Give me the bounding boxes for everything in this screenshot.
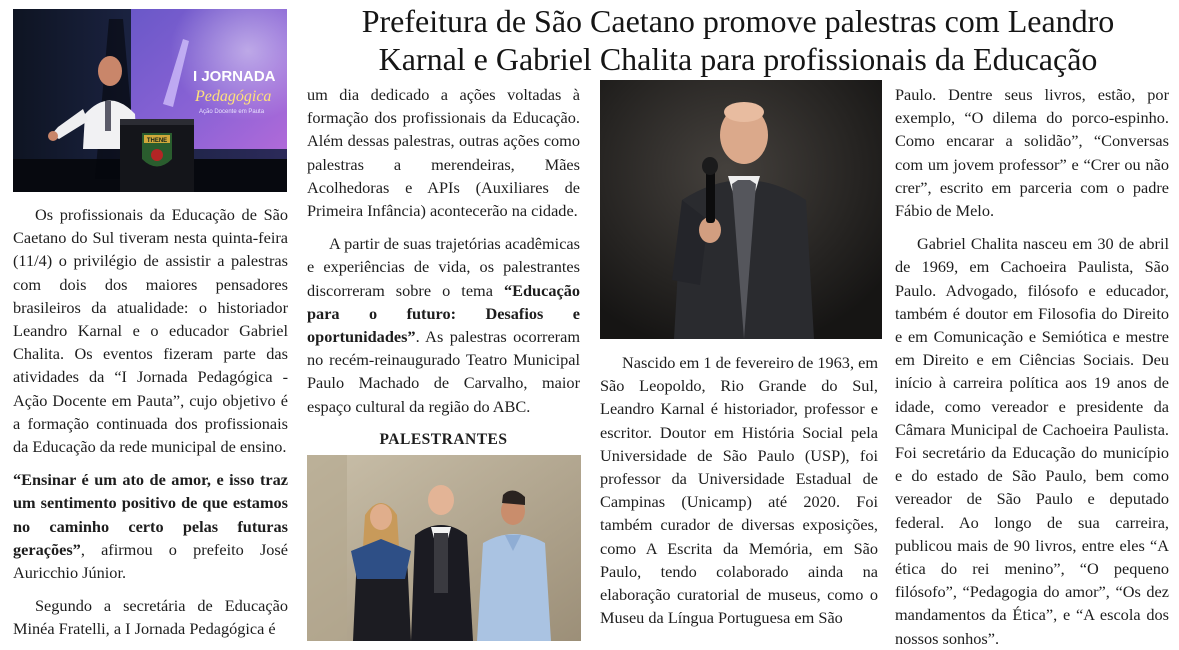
photo-speaker-microphone — [600, 80, 882, 339]
paragraph-secretary: Segundo a secretária de Educação Minéa Fratelli, a I Jornada Pedagógica é — [13, 596, 288, 639]
paragraph-mayor-quote — [13, 468, 288, 584]
mayor-quote: “Ensinar é um ato de amor, e isso traz um sentimento positivo de que estamos no caminho certo pelas futuras gerações” — [13, 470, 288, 559]
photo-speaker-podium — [13, 9, 287, 192]
paragraph-day-description: um dia dedicado a ações voltadas à formação dos profissionais da Educação. Além dessas palestras, outras ações como palestras a merendeiras, Mães Acolhedoras e APIs (Auxiliares de Primeira Infância) acontecerão na cidade. — [307, 85, 580, 221]
headline-line-2: Karnal e Gabriel Chalita para profissionais da Educação — [378, 41, 1098, 77]
paragraph-theme — [307, 232, 580, 418]
theme-title: “Educação para o futuro: Desafios e oportunidades” — [307, 280, 580, 347]
section-subhead: PALESTRANTES — [379, 431, 508, 448]
article-column-3 — [600, 351, 878, 629]
screen-subtitle: Ação Docente em Pauta — [199, 109, 265, 115]
screen-title-2: Pedagógica — [195, 88, 272, 105]
article-column-4 — [895, 83, 1169, 650]
theme-intro: A partir de suas trajetórias acadêmicas e experiências de vida, os palestrantes discorreram sobre o tema — [307, 234, 580, 300]
article-column-2 — [307, 83, 580, 418]
screen-title-1: I JORNADA — [193, 68, 276, 85]
podium-logo-text: THENE — [146, 138, 168, 144]
paragraph-chalita-bio: Gabriel Chalita nasceu em 30 de abril de 1969, em Cachoeira Paulista, São Paulo. Advogado, filósofo e educador, também é doutor em Filosofia do Direito e em Comunicação e Semiótica e mestre em Direito e em Ciências Sociais. Deu início à carreira política aos 19 anos de idade, como vereador e presidente da Câmara Municipal de Cachoeira Paulista. Foi secretário da Educação do município e do estado de São Paulo, bem como vereador de São Paulo e deputado federal. Ao longo de sua carreira, publicou mais de 90 livros, entre eles “A ética do rei menino”, “O pequeno filósofo”, “Pedagogia do amor”, “Os dez mandamentos da Ética”, e “A escola dos nossos sonhos”. — [895, 234, 1169, 648]
article-column-1 — [13, 203, 288, 641]
paragraph-karnal-bio: Nascido em 1 de fevereiro de 1963, em São Leopoldo, Rio Grande do Sul, Leandro Karnal é historiador, professor e escritor. Doutor em História Social pela Universidade de São Paulo (USP), foi professor da Universidade Estadual de Campinas (Unicamp) até 2020. Foi também curador de diversas exposições, como A Escrita da Memória, em São Paulo, tendo colaborado ainda na elaboração curatorial de museus, como o Museu da Língua Portuguesa em São — [600, 353, 878, 628]
paragraph-intro: Os profissionais da Educação de São Caetano do Sul tiveram nesta quinta-feira (11/4) o privilégio de assistir a palestras com dois dos maiores pensadores brasileiros da atualidade: o historiador Leandro Karnal e o educador Gabriel Chalita. Os eventos fizeram parte das atividades da “I Jornada Pedagógica - Ação Docente em Pauta”, cujo objetivo é a formação continuada dos profissionais da Educação da rede municipal de ensino. — [13, 205, 288, 457]
photo-group — [307, 455, 581, 641]
headline-line-1: Prefeitura de São Caetano promove palestras com Leandro — [361, 3, 1115, 39]
theme-venue: . As palestras ocorreram no recém-reinaugurado Teatro Municipal Paulo Machado de Carvalho, maior espaço cultural da região do ABC. — [307, 327, 580, 416]
article-headline — [300, 2, 1176, 78]
paragraph-karnal-books: Paulo. Dentre seus livros, estão, por exemplo, “O dilema do porco-espinho. Como encarar a solidão”, “Conversas com um jovem professor” e “Crer ou não crer”, escrito em parceria com o padre Fábio de Melo. — [895, 85, 1169, 221]
mayor-attribution: , afirmou o prefeito José Auricchio Júnior. — [13, 539, 288, 583]
